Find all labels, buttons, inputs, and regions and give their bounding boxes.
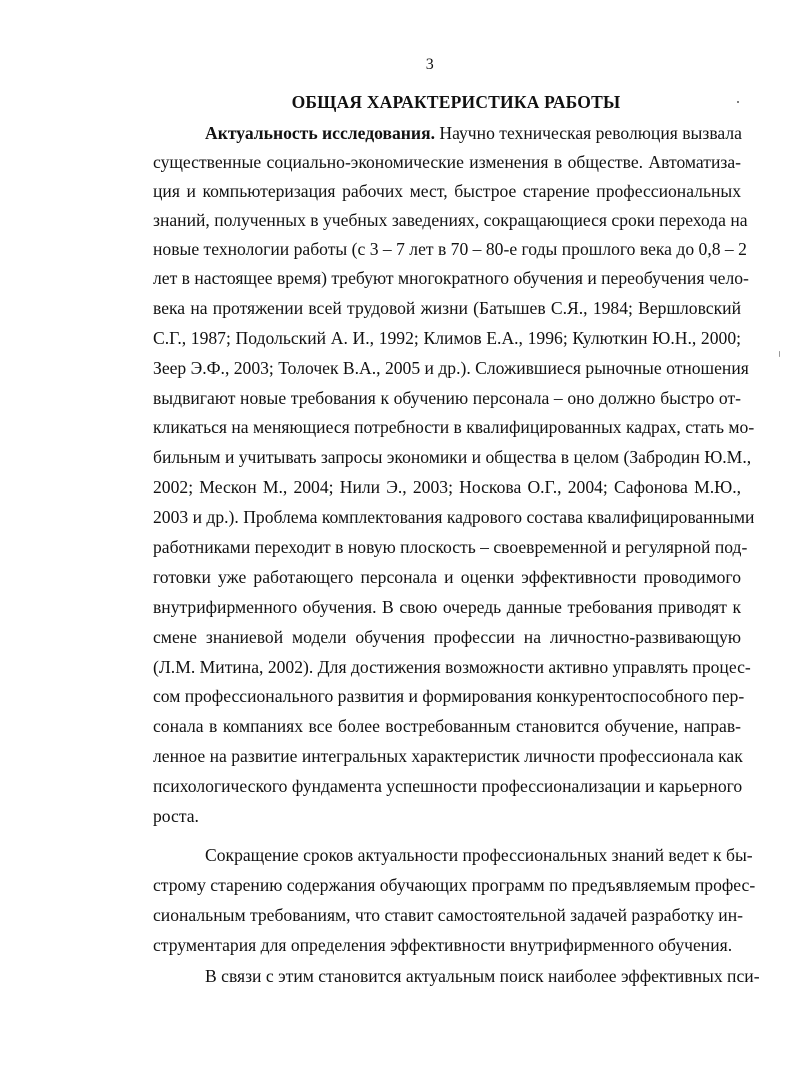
paragraph-1-line: века на протяжении всей трудовой жизни (Батышев С.Я., 1984; Вершловский xyxy=(153,298,741,318)
paragraph-2-line: сиональным требованиям, что ставит самостоятельной задачей разработку ин- xyxy=(153,905,743,925)
paragraph-1-line: С.Г., 1987; Подольский А. И., 1992; Климов Е.А., 1996; Кулюткин Ю.Н., 2000; xyxy=(153,328,741,348)
paragraph-1-line: работниками переходит в новую плоскость – своевременной и регулярной под- xyxy=(153,537,748,557)
section-title: ОБЩАЯ ХАРАКТЕРИСТИКА РАБОТЫ xyxy=(291,92,621,112)
paragraph-1-line: 2003 и др.). Проблема комплектования кадрового состава квалифицированными xyxy=(153,507,755,527)
page-number: 3 xyxy=(425,56,435,73)
paragraph-1-line: (Л.М. Митина, 2002). Для достижения возможности активно управлять процес- xyxy=(153,657,751,677)
paragraph-1-line: лет в настоящее время) требуют многократного обучения и переобучения чело- xyxy=(153,268,749,288)
scan-speck xyxy=(779,351,780,357)
paragraph-1-line: знаний, полученных в учебных заведениях, сокращающиеся сроки перехода на xyxy=(153,210,748,230)
paragraph-1-line-last: роста. xyxy=(153,806,199,826)
paragraph-1-line: внутрифирменного обучения. В свою очередь данные требования приводят к xyxy=(153,597,741,617)
paragraph-1-line-1 xyxy=(205,121,741,145)
paragraph-1-line: существенные социально-экономические изменения в обществе. Автоматиза- xyxy=(153,152,741,172)
paragraph-1-line: сонала в компаниях все более востребованным становится обучение, направ- xyxy=(153,716,741,736)
paragraph-2-line-1: Сокращение сроков актуальности профессиональных знаний ведет к бы- xyxy=(205,845,753,865)
paragraph-1-line: 2002; Мескон М., 2004; Нили Э., 2003; Носкова О.Г., 2004; Сафонова М.Ю., xyxy=(153,477,741,497)
paragraph-1-line: ция и компьютеризация рабочих мест, быстрое старение профессиональных xyxy=(153,181,741,201)
paragraph-1-line: новые технологии работы (с 3 – 7 лет в 70 – 80-е годы прошлого века до 0,8 – 2 xyxy=(153,239,747,259)
scan-speck xyxy=(737,101,739,103)
paragraph-1-line: ленное на развитие интегральных характеристик личности профессионала как xyxy=(153,746,743,766)
paragraph-2-line: строму старению содержания обучающих программ по предъявляемым профес- xyxy=(153,875,756,895)
paragraph-1-line: бильным и учитывать запросы экономики и общества в целом (Забродин Ю.М., xyxy=(153,447,752,467)
paragraph-1-line: Зеер Э.Ф., 2003; Толочек В.А., 2005 и др.). Сложившиеся рыночные отношения xyxy=(153,358,749,378)
paragraph-3-line-1: В связи с этим становится актуальным поиск наиболее эффективных пси- xyxy=(205,966,760,986)
paragraph-1-line: выдвигают новые требования к обучению персонала – оно должно быстро от- xyxy=(153,388,741,408)
paragraph-1-line: сом профессионального развития и формирования конкурентоспособного пер- xyxy=(153,686,745,706)
paragraph-1-line: кликаться на меняющиеся потребности в квалифицированных кадрах, стать мо- xyxy=(153,417,755,437)
paragraph-1-line: психологического фундамента успешности профессионализации и карьерного xyxy=(153,776,743,796)
paragraph-1-lead: Актуальность исследования. xyxy=(205,123,435,143)
paragraph-1-line-1-rest: Научно техническая революция вызвала xyxy=(434,123,742,143)
paragraph-1-line: смене знаниевой модели обучения профессии на личностно-развивающую xyxy=(153,627,741,647)
paragraph-2-line-last: струментария для определения эффективности внутрифирменного обучения. xyxy=(153,935,733,955)
paragraph-1-line: готовки уже работающего персонала и оценки эффективности проводимого xyxy=(153,567,741,587)
